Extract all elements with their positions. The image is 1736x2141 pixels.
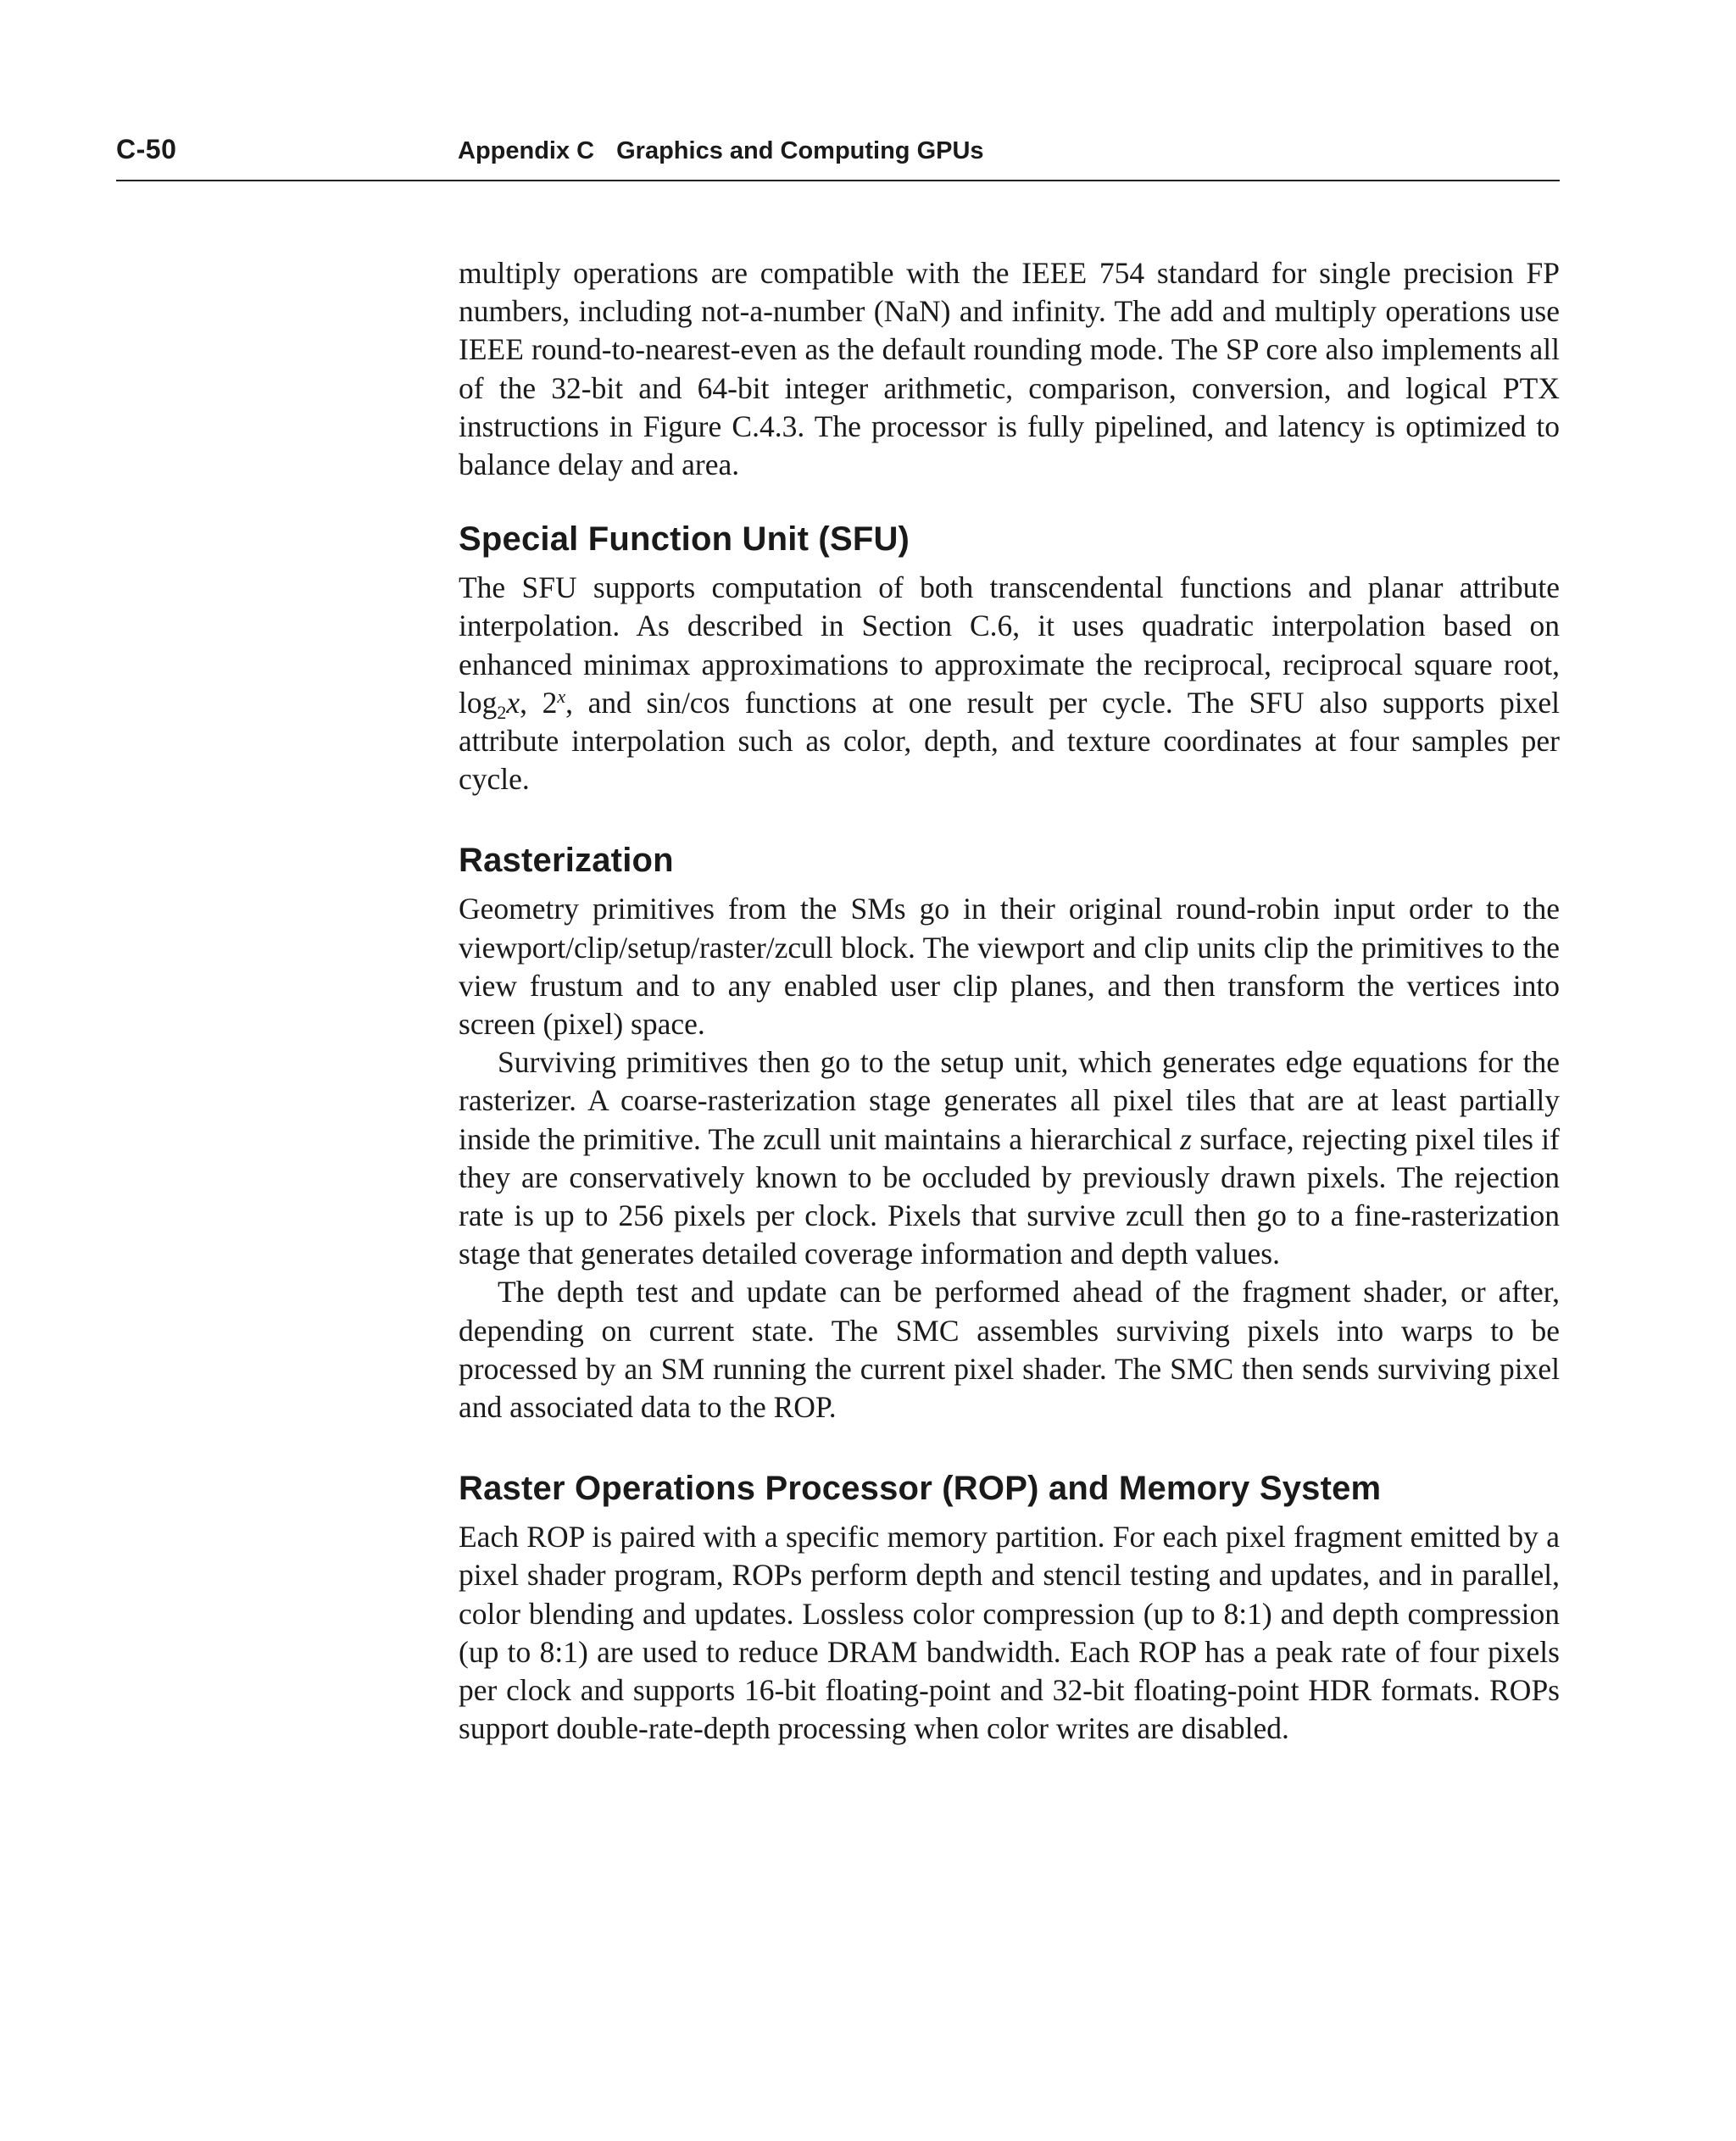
rop-paragraph: Each ROP is paired with a specific memory partition. For each pixel fragment emitted by a pixel shader program, ROPs perform depth and stencil testing and updates, and in parallel, color blending and updates. Lossless color compression (up to 8:1) and depth compression (up to 8:1) are used to reduce DRAM bandwidth. Each ROP has a peak rate of four pixels per clock and supports 16-bit floating-point and 32-bit floating-point HDR formats. ROPs support double-rate-depth processing when color writes are disabled.: [459, 1520, 1560, 1746]
sfu-paragraph: [459, 569, 1560, 798]
chapter-label: Appendix C: [458, 137, 595, 164]
section-heading-rasterization: Rasterization: [459, 842, 674, 880]
header-title: [458, 137, 984, 165]
exponent-variable: x: [557, 685, 566, 707]
chapter-title: Graphics and Computing GPUs: [616, 137, 984, 164]
sp-core-paragraph: multiply operations are compatible with the IEEE 754 standard for single precision FP numbers, including not-a-number (NaN) and infinity. The add and multiply operations use IEEE round-to-nearest-even as the default rounding mode. The SP core also implements all of the 32-bit and 64-bit integer arithmetic, comparison, conversion, and logical PTX instructions in Figure C.4.3. The processor is fully pipelined, and latency is optimized to balance delay and area.: [459, 256, 1560, 482]
rasterization-paragraph-3: The depth test and update can be performed ahead of the fragment shader, or after, depending on current state. The SMC assembles surviving pixels into warps to be processed by an SM running the current pixel shader. The SMC then sends surviving pixel and associated data to the ROP.: [459, 1275, 1560, 1425]
z-variable: z: [1180, 1121, 1192, 1156]
body-column: [459, 254, 1560, 1749]
section-heading-rop: Raster Operations Processor (ROP) and Memory System: [459, 1470, 1382, 1508]
rasterization-paragraph-2: [459, 1043, 1560, 1273]
sfu-text-1: The SFU supports computation of both transcendental functions and planar attribute interpolation. As described in Section C.6, it uses quadratic interpolation based on enhanced minimax approximations to approximate the reciprocal, reciprocal square root, log: [459, 570, 1560, 720]
rasterization-paragraph-1: Geometry primitives from the SMs go in their original round-robin input order to the viewport/clip/setup/raster/zcull block. The viewport and clip units clip the primitives to the view frustum and to any enabled user clip planes, and then transform the vertices into screen (pixel) space.: [459, 892, 1560, 1042]
log-subscript: 2: [497, 701, 507, 723]
header-rule: [116, 180, 1560, 181]
sfu-text-3: , and sin/cos functions at one result per cycle. The SFU also supports pixel attribute interpolation such as color, depth, and texture coordinates at four samples per cycle.: [459, 685, 1561, 797]
section-heading-sfu: Special Function Unit (SFU): [459, 520, 910, 559]
log-variable: x: [506, 685, 520, 720]
sfu-text-2: , 2: [520, 685, 558, 720]
running-head: [116, 134, 1560, 168]
page-number: C-50: [116, 134, 177, 164]
rasterization-text-2a: Surviving primitives then go to the setup unit, which generates edge equations for the rasterizer. A coarse-rasterization stage generates all pixel tiles that are at least partially inside the primitive. The zcull unit maintains a hierarchical: [459, 1045, 1560, 1156]
rasterization-text-2b: surface, rejecting pixel tiles if they are conservatively known to be occluded by previously drawn pixels. The rejection rate is up to 256 pixels per clock. Pixels that survive zcull then go to a fine-rasterization stage that generates detailed coverage information and depth values.: [459, 1121, 1560, 1271]
exponent-superscript: [557, 686, 565, 707]
